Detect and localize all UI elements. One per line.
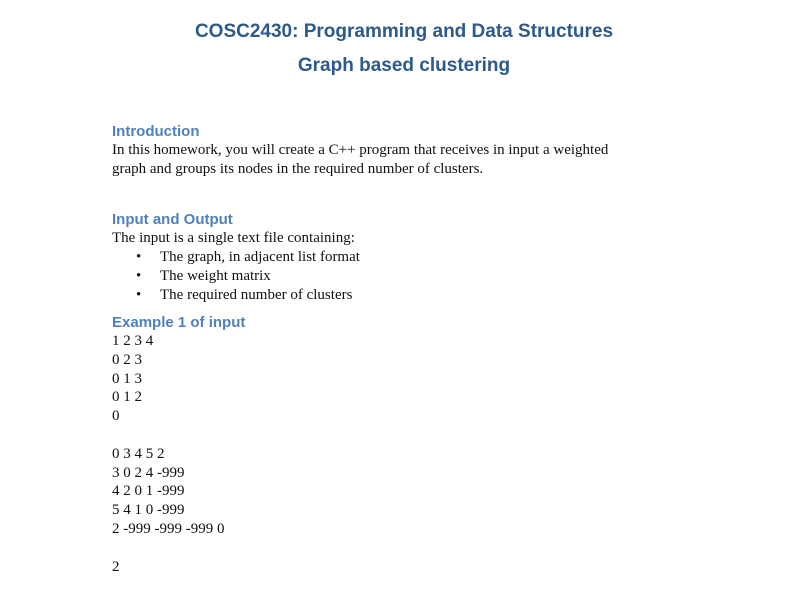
list-item-text: The graph, in adjacent list format	[160, 249, 360, 265]
input-output-section	[112, 210, 732, 305]
adjacency-line: 0 1 3	[112, 370, 142, 387]
weight-matrix-line: 4 2 0 1 -999	[112, 483, 185, 500]
adjacency-list-block	[112, 332, 732, 426]
adjacency-line: 1 2 3 4	[112, 333, 154, 349]
weight-matrix-line: 0 3 4 5 2	[112, 445, 165, 462]
assignment-title: Graph based clustering	[297, 55, 511, 76]
section-spacer	[112, 179, 732, 210]
bullet-icon: •	[136, 287, 142, 303]
input-contents-list	[112, 248, 732, 305]
course-title: COSC2430: Programming and Data Structures	[194, 21, 614, 42]
example-section	[112, 313, 732, 576]
input-output-text: The input is a single text file containing:	[112, 230, 355, 246]
adjacency-line: 0	[112, 408, 120, 425]
list-item	[136, 286, 732, 305]
list-item	[136, 267, 732, 286]
introduction-heading: Introduction	[112, 123, 200, 140]
clusters-count-line: 2	[112, 558, 120, 575]
document-body	[112, 122, 732, 576]
introduction-line-1: In this homework, you will create a C++ program that receives in input a weighted	[112, 142, 609, 158]
introduction-line-2: graph and groups its nodes in the required number of clusters.	[112, 161, 484, 177]
list-item-text: The required number of clusters	[160, 287, 353, 303]
bullet-icon: •	[136, 268, 142, 284]
blank-line	[112, 539, 732, 558]
weight-matrix-line: 2 -999 -999 -999 0	[112, 520, 225, 537]
example-heading: Example 1 of input	[112, 314, 246, 331]
introduction-section	[112, 122, 732, 179]
list-item-text: The weight matrix	[160, 268, 271, 284]
input-output-heading: Input and Output	[112, 211, 233, 228]
weight-matrix-block	[112, 445, 732, 539]
weight-matrix-line: 3 0 2 4 -999	[112, 464, 185, 481]
section-spacer	[112, 305, 732, 313]
list-item	[136, 248, 732, 267]
adjacency-line: 0 1 2	[112, 389, 142, 406]
bullet-icon: •	[136, 249, 142, 265]
blank-line	[112, 426, 732, 445]
adjacency-line: 0 2 3	[112, 351, 142, 368]
weight-matrix-line: 5 4 1 0 -999	[112, 502, 185, 519]
